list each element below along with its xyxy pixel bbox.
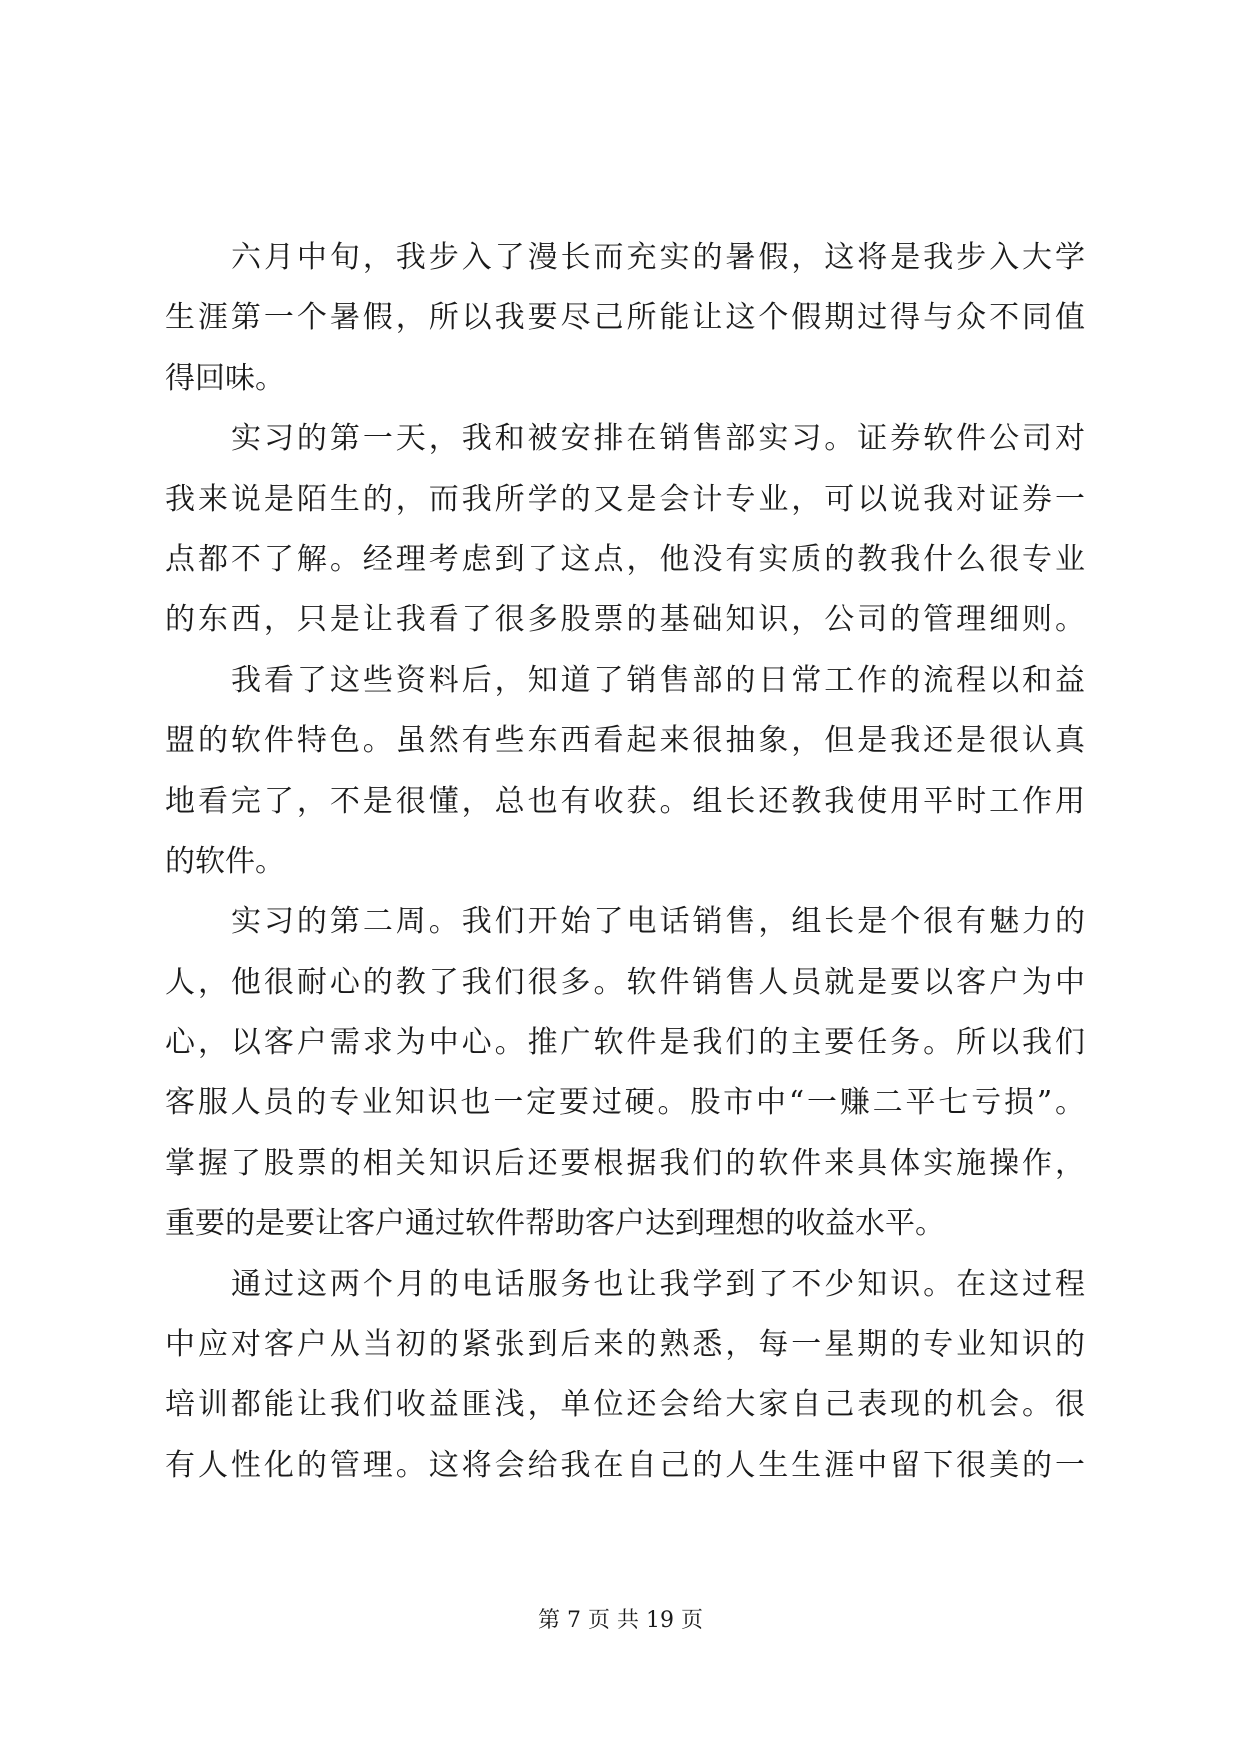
text-line: 的软件。 xyxy=(165,843,285,879)
text-line: 我看了这些资料后，知道了销售部的日常工作的流程以和益 xyxy=(231,662,1085,698)
text-line: 实习的第一天，我和被安排在销售部实习。证券软件公司对 xyxy=(231,421,1085,457)
text-line: 盟的软件特色。虽然有些东西看起来很抽象，但是我还是很认真 xyxy=(165,723,1085,759)
body-text xyxy=(165,228,1085,1496)
text-line: 的东西，只是让我看了很多股票的基础知识，公司的管理细则。 xyxy=(165,602,1085,638)
text-line: 重要的是要让客户通过软件帮助客户达到理想的收益水平。 xyxy=(165,1206,945,1242)
text-line: 实习的第二周。我们开始了电话销售，组长是个很有魅力的 xyxy=(231,904,1085,940)
text-line: 心，以客户需求为中心。推广软件是我们的主要任务。所以我们 xyxy=(165,1025,1085,1061)
page-footer: 第 7 页 共 19 页 xyxy=(538,1608,703,1633)
text-line: 六月中旬，我步入了漫长而充实的暑假，这将是我步入大学 xyxy=(231,240,1085,275)
text-line: 人，他很耐心的教了我们很多。软件销售人员就是要以客户为中 xyxy=(165,964,1085,1000)
text-line: 地看完了，不是很懂，总也有收获。组长还教我使用平时工作用 xyxy=(165,783,1085,819)
text-line: 培训都能让我们收益匪浅，单位还会给大家自己表现的机会。很 xyxy=(165,1387,1085,1423)
text-line: 有人性化的管理。这将会给我在自己的人生生涯中留下很美的一 xyxy=(165,1447,1085,1483)
text-line: 点都不了解。经理考虑到了这点，他没有实质的教我什么很专业 xyxy=(165,541,1085,577)
text-line: 得回味。 xyxy=(165,360,285,396)
text-line: 通过这两个月的电话服务也让我学到了不少知识。在这过程 xyxy=(231,1266,1085,1302)
text-line: 客服人员的专业知识也一定要过硬。股市中“一赚二平七亏损”。 xyxy=(165,1085,1085,1121)
text-line: 我来说是陌生的，而我所学的又是会计专业，可以说我对证券一 xyxy=(165,481,1085,517)
text-line: 中应对客户从当初的紧张到后来的熟悉，每一星期的专业知识的 xyxy=(165,1327,1085,1363)
text-line: 掌握了股票的相关知识后还要根据我们的软件来具体实施操作， xyxy=(165,1145,1085,1181)
text-line: 生涯第一个暑假，所以我要尽己所能让这个假期过得与众不同值 xyxy=(165,300,1085,336)
